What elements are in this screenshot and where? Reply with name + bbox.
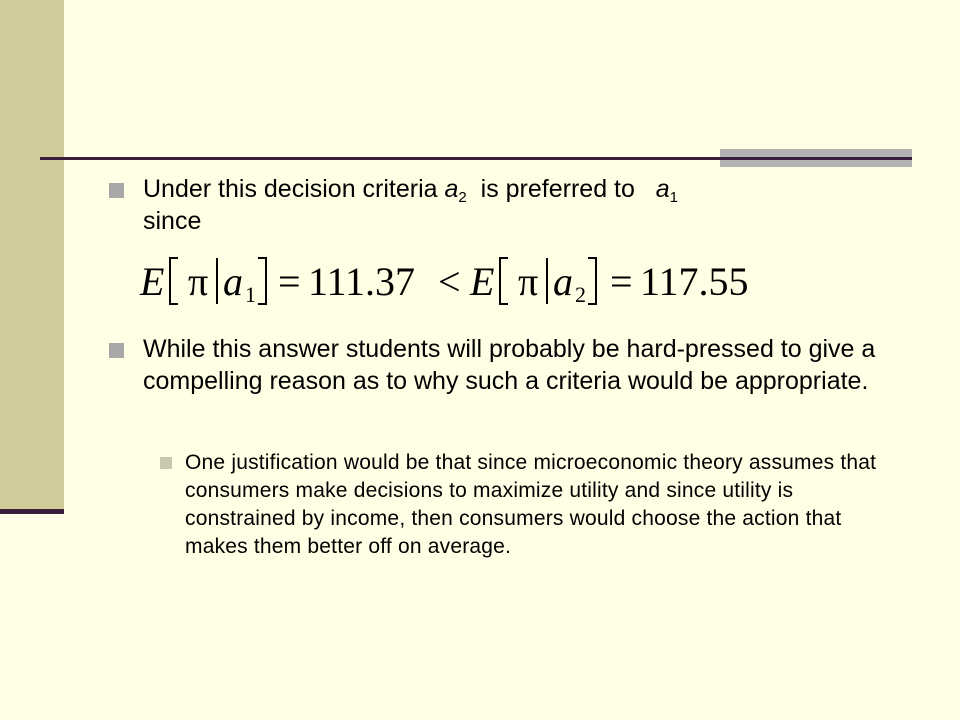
formula-a2-sub: 2	[575, 282, 586, 307]
formula-val1: 111.37	[308, 259, 416, 304]
formula-E2: E	[470, 259, 495, 304]
var-a2: a	[444, 175, 459, 203]
formula-pi1: π	[188, 259, 209, 304]
formula-a1: a	[223, 259, 243, 304]
bullet-text-2: While this answer students will probably be hard-pressed to give a compelling reason as to why such a criteria would be appropriate.	[143, 335, 876, 395]
bullet-text-1	[143, 173, 883, 237]
formula-lt: <	[438, 259, 461, 304]
bullet-marker-2	[109, 343, 124, 358]
bullet1-text-after: since	[143, 207, 202, 235]
formula-a2: a	[553, 259, 573, 304]
var-a2-sub: 2	[458, 189, 467, 206]
bracket-close-2	[588, 258, 596, 304]
left-bar-divider	[0, 509, 64, 514]
formula-a1-sub: 1	[245, 282, 256, 307]
left-decorative-bar	[0, 0, 64, 512]
formula-val2: 117.55	[640, 259, 749, 304]
sub-bullet-marker	[160, 457, 172, 469]
bullet1-text-middle: is preferred to	[466, 175, 656, 203]
bullet1-text-before: Under this decision criteria	[143, 175, 445, 203]
formula-eq1: =	[278, 259, 301, 304]
title-rule-accent-line	[720, 157, 912, 160]
bracket-open-2	[500, 258, 508, 304]
var-a1-sub: 1	[669, 189, 678, 206]
sub-bullet-text: One justification would be that since microeconomic theory assumes that consumers make decisions to maximize utility and since utility is constrained by income, then consumers would choose the action that makes them better off on average.	[185, 451, 877, 558]
var-a1: a	[655, 175, 670, 203]
expected-profit-formula	[130, 250, 790, 315]
formula-eq2: =	[610, 259, 633, 304]
formula-pi2: π	[518, 259, 539, 304]
bracket-close-1	[258, 258, 266, 304]
bracket-open-1	[170, 258, 178, 304]
bullet-marker-1	[109, 183, 124, 198]
formula-E1: E	[140, 259, 165, 304]
